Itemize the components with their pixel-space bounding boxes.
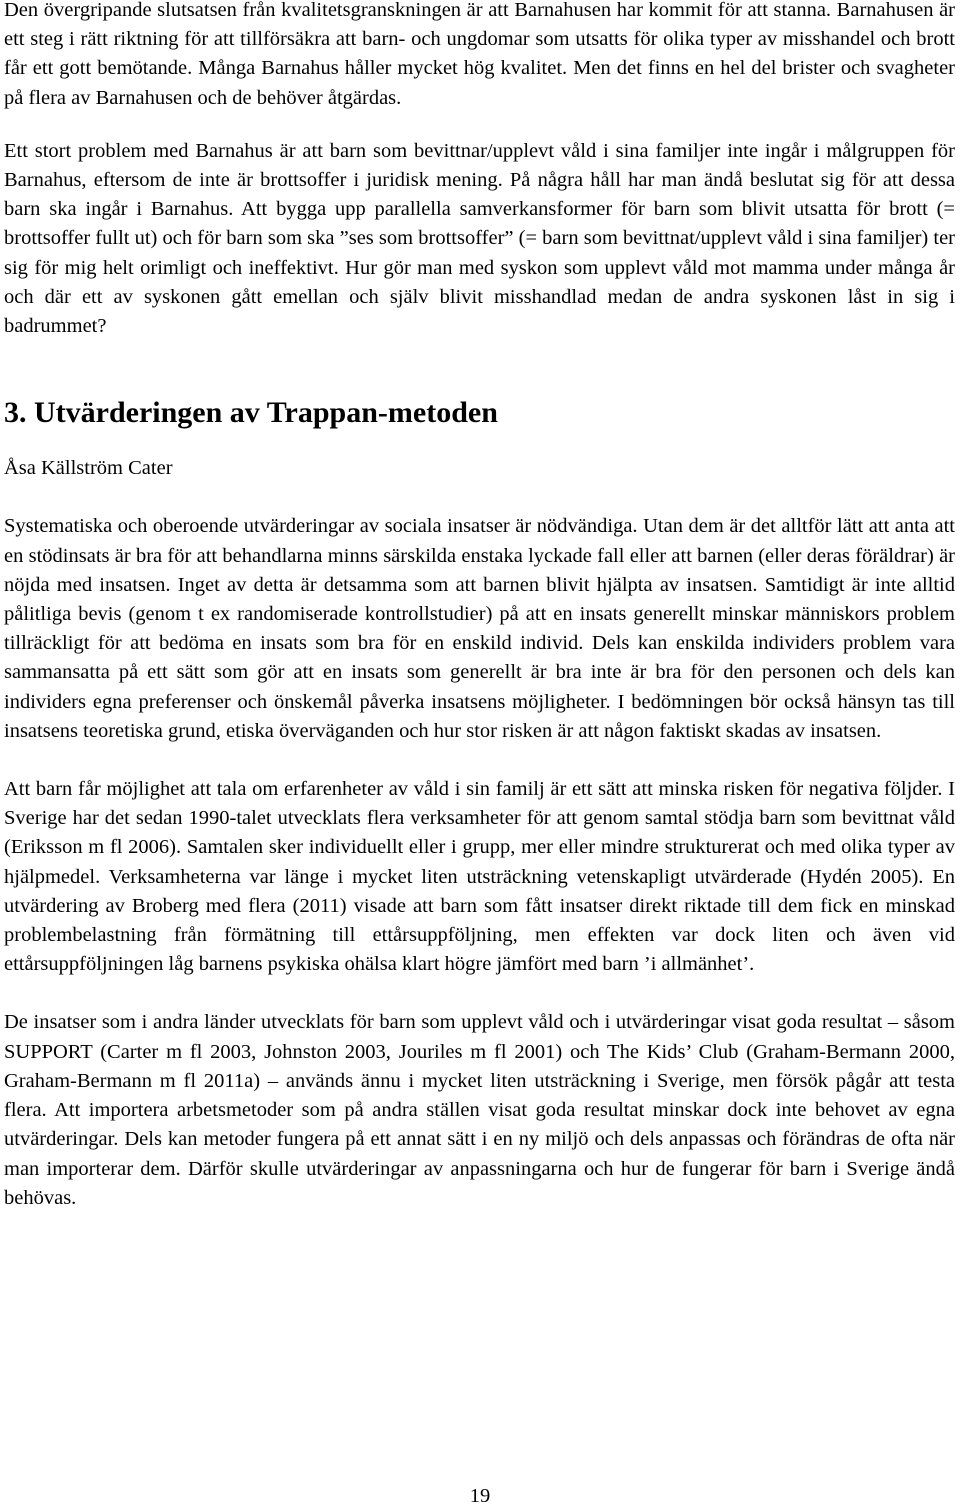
paragraph-international-methods: De insatser som i andra länder utvecklats för barn som upplevt våld och i utvärderingar visat goda resultat – såsom SUPPORT (Carter m fl 2003, Johnston 2003, Jouriles m fl 2001) och The Kids’ Club (Graham-Bermann 2000, Graham-Bermann m fl 2011a) – används ännu i mycket liten utsträckning i Sverige, men försök pågår att testa flera. Att importera arbetsmetoder som på andra ställen visat goda resultat minskar dock inte behovet av egna utvärderingar. Dels kan metoder fungera på ett annat sätt i en ny miljö och dels anpassas och förändras de ofta när man importerar dem. Därför skulle utvärderingar av anpassningarna och hur de fungerar för barn i Sverige ändå behövas. [4,1011,955,1209]
section-heading: 3. Utvärderingen av Trappan-metoden [4,396,498,430]
page-number: 19 [469,1485,491,1507]
section-author: Åsa Källström Cater [4,457,173,480]
paragraph-evaluation: Systematiska och oberoende utvärderingar av sociala insatser är nödvändiga. Utan dem är det alltför lätt att anta att en stödinsats är bra för att behandlarna minns särskilda enstaka lyckade fall eller att barnen (eller deras föräldrar) är nöjda med insatsen. Inget av detta är detsamma som att barnen blivit hjälpta av insatsen. Samtidigt är inte alltid pålitliga bevis (genom t ex randomiserade kontrollstudier) på att en insats generellt minskar människors problem tillräckligt för att bedöma en insats som bra för en enskild individ. Dels kan enskilda individers problem vara sammansatta på ett sätt som gör att en insats som generellt är bra inte är bra för den personen och dels kan individers egna preferenser och önskemål påverka insatsens möjligheter. I bedömningen bör också hänsyn tas till insatsens teoretiska grund, etiska överväganden och hur stor risken är att någon faktiskt skadas av insatsen. [4,515,955,742]
paragraph-barnahus-conclusion: Den övergripande slutsatsen från kvalitetsgranskningen är att Barnahusen har kommit för att stanna. Barnahusen är ett steg i rätt riktning för att tillförsäkra att barn- och ungdomar som utsatts för olika typer av misshandel och brott får ett gott bemötande. Många Barnahus håller mycket hög kvalitet. Men det finns en hel del brister och svagheter på flera av Barnahusen och de behöver åtgärdas. [4,0,955,109]
paragraph-talking-support: Att barn får möjlighet att tala om erfarenheter av våld i sin familj är ett sätt att minska risken för negativa följder. I Sverige har det sedan 1990-talet utvecklats flera verksamheter för att genom samtal stödja barn som bevittnat våld (Eriksson m fl 2006). Samtalen sker individuellt eller i grupp, mer eller mindre strukturerat och med olika typer av hjälpmedel. Verksamheterna var länge i mycket liten utsträckning vetenskapligt utvärderade (Hydén 2005). En utvärdering av Broberg med flera (2011) visade att barn som fått insatser direkt riktade till dem fick en minskad problembelastning från förmätning till ettårsuppföljning, men effekten var dock liten och även vid ettårsuppföljningen låg barnens psykiska ohälsa klart högre jämfört med barn ’i allmänhet’. [4,778,955,976]
paragraph-barnahus-problem: Ett stort problem med Barnahus är att barn som bevittnar/upplevt våld i sina familjer inte ingår i målgruppen för Barnahus, eftersom de inte är brottsoffer i juridisk mening. På några håll har man ändå beslutat sig för att dessa barn ska ingår i Barnahus. Att bygga upp parallella samverkansformer för barn som blivit utsatta för brott (= brottsoffer fullt ut) och för barn som ska ”ses som brottsoffer” (= barn som bevittnat/upplevt våld i sina familjer) ter sig för mig helt orimligt och ineffektivt. Hur gör man med syskon som upplevt våld mot mamma under många år och där ett av syskonen gått emellan och själv blivit misshandlad medan de andra syskonen låst in sig i badrummet? [4,139,955,338]
document-page [4,0,955,1213]
